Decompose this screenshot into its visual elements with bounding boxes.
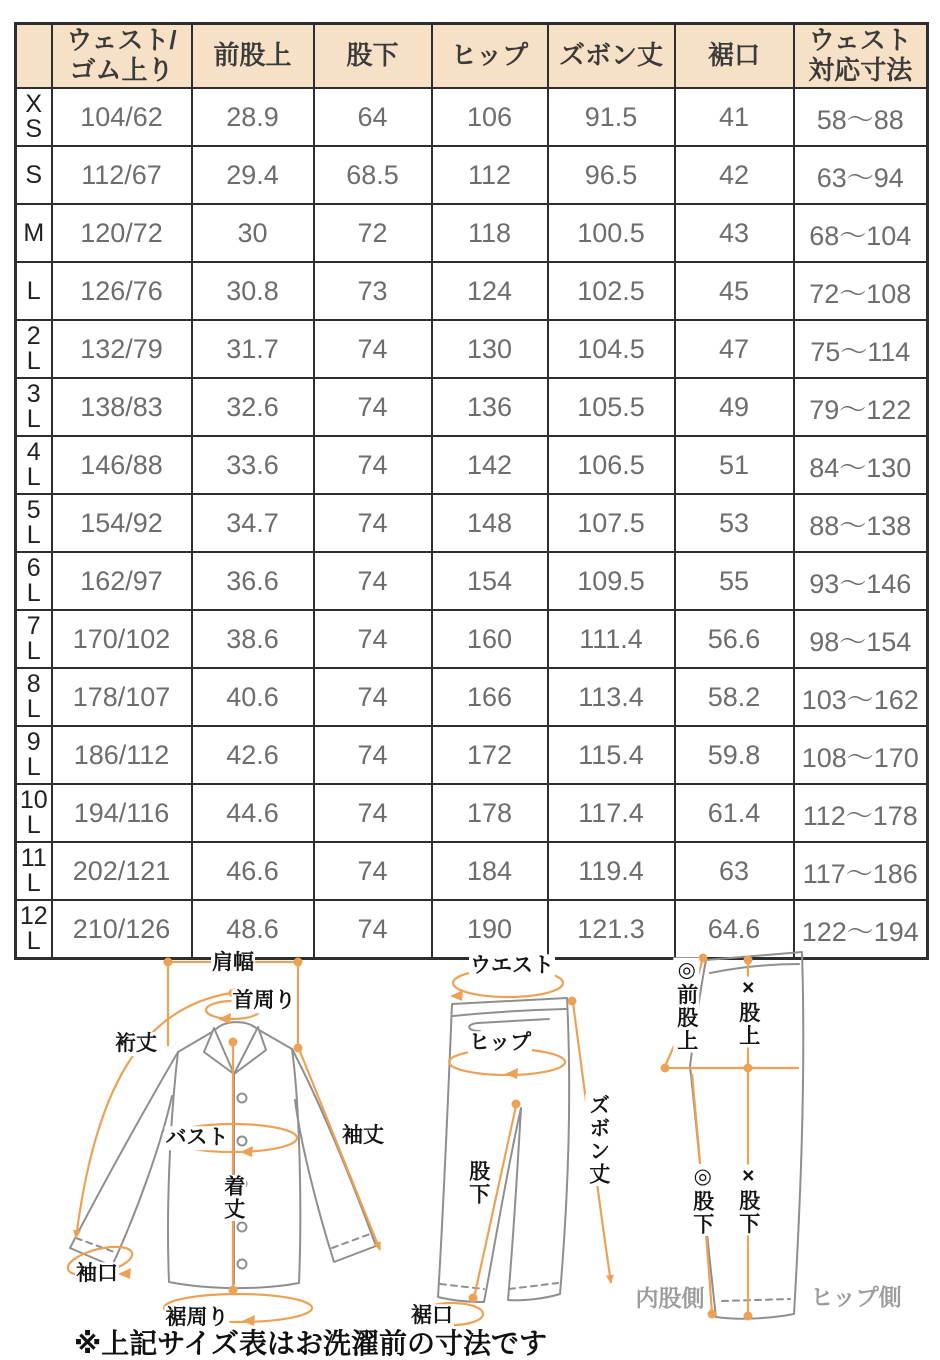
label-shoulder-width: 肩幅 bbox=[212, 951, 254, 975]
value-cell: 30 bbox=[192, 204, 314, 262]
value-cell: 106.5 bbox=[548, 436, 675, 494]
col-header-waist-elastic bbox=[52, 24, 192, 89]
value-cell: 98〜154 bbox=[794, 610, 928, 668]
size-table-body bbox=[16, 88, 928, 959]
value-cell: 36.6 bbox=[192, 552, 314, 610]
value-cell: 73 bbox=[314, 262, 432, 320]
label-rise: ×股上 bbox=[736, 976, 760, 1048]
value-cell: 91.5 bbox=[548, 88, 675, 146]
table-row bbox=[16, 552, 928, 610]
header-line: 対応寸法 bbox=[808, 55, 913, 85]
table-row bbox=[16, 262, 928, 320]
size-cell: 6 L bbox=[16, 552, 52, 610]
value-cell: 79〜122 bbox=[794, 378, 928, 436]
value-cell: 119.4 bbox=[548, 842, 675, 900]
table-row bbox=[16, 842, 928, 900]
value-cell: 44.6 bbox=[192, 784, 314, 842]
table-row bbox=[16, 320, 928, 378]
value-cell: 58〜88 bbox=[794, 88, 928, 146]
value-cell: 146/88 bbox=[52, 436, 192, 494]
value-cell: 112〜178 bbox=[794, 784, 928, 842]
value-cell: 41 bbox=[675, 88, 794, 146]
value-cell: 107.5 bbox=[548, 494, 675, 552]
value-cell: 29.4 bbox=[192, 146, 314, 204]
value-cell: 194/116 bbox=[52, 784, 192, 842]
value-cell: 33.6 bbox=[192, 436, 314, 494]
col-header-waist-range bbox=[794, 24, 928, 89]
value-cell: 63〜94 bbox=[794, 146, 928, 204]
value-cell: 49 bbox=[675, 378, 794, 436]
size-cell: 5 L bbox=[16, 494, 52, 552]
value-cell: 42 bbox=[675, 146, 794, 204]
label-body-length: 着丈 bbox=[221, 1175, 245, 1221]
label-neck-circumference: 首周り bbox=[232, 989, 296, 1013]
col-header-hip: ヒップ bbox=[432, 24, 548, 89]
table-row bbox=[16, 610, 928, 668]
col-header-inseam: 股下 bbox=[314, 24, 432, 89]
value-cell: 126/76 bbox=[52, 262, 192, 320]
value-cell: 184 bbox=[432, 842, 548, 900]
table-row bbox=[16, 726, 928, 784]
size-cell: 4 L bbox=[16, 436, 52, 494]
pants-front-measures bbox=[421, 969, 611, 1325]
value-cell: 74 bbox=[314, 784, 432, 842]
value-cell: 104.5 bbox=[548, 320, 675, 378]
table-row bbox=[16, 436, 928, 494]
shirt-drawing bbox=[70, 1022, 376, 1288]
value-cell: 112 bbox=[432, 146, 548, 204]
value-cell: 178 bbox=[432, 784, 548, 842]
header-line: ウェスト/ bbox=[66, 25, 177, 56]
value-cell: 105.5 bbox=[548, 378, 675, 436]
value-cell: 72〜108 bbox=[794, 262, 928, 320]
value-cell: 46.6 bbox=[192, 842, 314, 900]
value-cell: 117〜186 bbox=[794, 842, 928, 900]
label-hip-side: ヒップ側 bbox=[810, 1284, 902, 1311]
value-cell: 42.6 bbox=[192, 726, 314, 784]
size-cell: X S bbox=[16, 88, 52, 146]
value-cell: 47 bbox=[675, 320, 794, 378]
label-inseam-inner: ◎股下 bbox=[690, 1164, 714, 1236]
size-cell: 9 L bbox=[16, 726, 52, 784]
value-cell: 148 bbox=[432, 494, 548, 552]
value-cell: 75〜114 bbox=[794, 320, 928, 378]
corner-cell bbox=[16, 24, 52, 89]
value-cell: 160 bbox=[432, 610, 548, 668]
value-cell: 45 bbox=[675, 262, 794, 320]
value-cell: 122〜194 bbox=[794, 900, 928, 959]
size-cell: 8 L bbox=[16, 668, 52, 726]
col-header-front-rise: 前股上 bbox=[192, 24, 314, 89]
value-cell: 178/107 bbox=[52, 668, 192, 726]
value-cell: 120/72 bbox=[52, 204, 192, 262]
size-cell: 3 L bbox=[16, 378, 52, 436]
value-cell: 38.6 bbox=[192, 610, 314, 668]
value-cell: 28.9 bbox=[192, 88, 314, 146]
value-cell: 142 bbox=[432, 436, 548, 494]
value-cell: 115.4 bbox=[548, 726, 675, 784]
value-cell: 64.6 bbox=[675, 900, 794, 959]
label-cuff-opening: 袖口 bbox=[76, 1262, 118, 1286]
value-cell: 162/97 bbox=[52, 552, 192, 610]
value-cell: 68.5 bbox=[314, 146, 432, 204]
size-cell: L bbox=[16, 262, 52, 320]
value-cell: 102.5 bbox=[548, 262, 675, 320]
table-row bbox=[16, 88, 928, 146]
value-cell: 93〜146 bbox=[794, 552, 928, 610]
label-pants-waist: ウエスト bbox=[470, 954, 554, 978]
table-row bbox=[16, 378, 928, 436]
value-cell: 96.5 bbox=[548, 146, 675, 204]
value-cell: 170/102 bbox=[52, 610, 192, 668]
value-cell: 55 bbox=[675, 552, 794, 610]
value-cell: 130 bbox=[432, 320, 548, 378]
value-cell: 106 bbox=[432, 88, 548, 146]
value-cell: 74 bbox=[314, 900, 432, 959]
value-cell: 202/121 bbox=[52, 842, 192, 900]
size-cell: 11 L bbox=[16, 842, 52, 900]
label-hem-circumference: 裾周り bbox=[165, 1306, 229, 1330]
value-cell: 103〜162 bbox=[794, 668, 928, 726]
value-cell: 112/67 bbox=[52, 146, 192, 204]
value-cell: 74 bbox=[314, 842, 432, 900]
value-cell: 34.7 bbox=[192, 494, 314, 552]
size-cell: S bbox=[16, 146, 52, 204]
value-cell: 186/112 bbox=[52, 726, 192, 784]
value-cell: 166 bbox=[432, 668, 548, 726]
value-cell: 108〜170 bbox=[794, 726, 928, 784]
value-cell: 210/126 bbox=[52, 900, 192, 959]
size-cell: 2 L bbox=[16, 320, 52, 378]
size-table bbox=[14, 22, 929, 960]
value-cell: 154 bbox=[432, 552, 548, 610]
value-cell: 132/79 bbox=[52, 320, 192, 378]
label-pants-hip: ヒップ bbox=[468, 1031, 532, 1055]
table-row bbox=[16, 204, 928, 262]
value-cell: 124 bbox=[432, 262, 548, 320]
value-cell: 117.4 bbox=[548, 784, 675, 842]
value-cell: 84〜130 bbox=[794, 436, 928, 494]
value-cell: 111.4 bbox=[548, 610, 675, 668]
header-line: ゴム上り bbox=[69, 55, 174, 85]
size-cell: 7 L bbox=[16, 610, 52, 668]
value-cell: 74 bbox=[314, 726, 432, 784]
value-cell: 30.8 bbox=[192, 262, 314, 320]
measurement-diagrams bbox=[0, 940, 940, 1360]
value-cell: 63 bbox=[675, 842, 794, 900]
value-cell: 56.6 bbox=[675, 610, 794, 668]
value-cell: 68〜104 bbox=[794, 204, 928, 262]
label-inseam-outer: ×股下 bbox=[736, 1164, 760, 1236]
value-cell: 74 bbox=[314, 436, 432, 494]
value-cell: 118 bbox=[432, 204, 548, 262]
value-cell: 74 bbox=[314, 552, 432, 610]
value-cell: 100.5 bbox=[548, 204, 675, 262]
value-cell: 48.6 bbox=[192, 900, 314, 959]
value-cell: 64 bbox=[314, 88, 432, 146]
value-cell: 59.8 bbox=[675, 726, 794, 784]
value-cell: 74 bbox=[314, 610, 432, 668]
size-cell: 10 L bbox=[16, 784, 52, 842]
value-cell: 43 bbox=[675, 204, 794, 262]
value-cell: 88〜138 bbox=[794, 494, 928, 552]
value-cell: 190 bbox=[432, 900, 548, 959]
value-cell: 32.6 bbox=[192, 378, 314, 436]
label-front-rise: ◎前股上 bbox=[674, 957, 698, 1053]
label-inner-thigh-side: 内股側 bbox=[635, 1285, 705, 1312]
col-header-pants-length: ズボン丈 bbox=[548, 24, 675, 89]
table-row bbox=[16, 494, 928, 552]
table-row bbox=[16, 784, 928, 842]
col-header-hem: 裾口 bbox=[675, 24, 794, 89]
label-sleeve-length: 袖丈 bbox=[342, 1124, 384, 1148]
label-bust: バスト bbox=[165, 1126, 229, 1150]
label-pants-hem-opening: 裾口 bbox=[411, 1304, 453, 1328]
size-cell: 12 L bbox=[16, 900, 52, 959]
header-line: ウェスト bbox=[808, 25, 912, 56]
value-cell: 53 bbox=[675, 494, 794, 552]
value-cell: 40.6 bbox=[192, 668, 314, 726]
value-cell: 154/92 bbox=[52, 494, 192, 552]
label-sleeve-from-center: 裄丈 bbox=[115, 1032, 157, 1056]
value-cell: 104/62 bbox=[52, 88, 192, 146]
value-cell: 31.7 bbox=[192, 320, 314, 378]
label-pants-length: ズボン丈 bbox=[586, 1094, 610, 1186]
value-cell: 74 bbox=[314, 668, 432, 726]
table-row bbox=[16, 146, 928, 204]
value-cell: 121.3 bbox=[548, 900, 675, 959]
pre-wash-note: ※上記サイズ表はお洗濯前の寸法です bbox=[74, 1328, 547, 1359]
value-cell: 74 bbox=[314, 494, 432, 552]
value-cell: 172 bbox=[432, 726, 548, 784]
value-cell: 138/83 bbox=[52, 378, 192, 436]
table-row bbox=[16, 668, 928, 726]
label-pants-inseam: 股下 bbox=[466, 1160, 490, 1206]
value-cell: 113.4 bbox=[548, 668, 675, 726]
value-cell: 136 bbox=[432, 378, 548, 436]
value-cell: 58.2 bbox=[675, 668, 794, 726]
value-cell: 74 bbox=[314, 378, 432, 436]
value-cell: 51 bbox=[675, 436, 794, 494]
header-row bbox=[16, 24, 928, 89]
value-cell: 74 bbox=[314, 320, 432, 378]
value-cell: 109.5 bbox=[548, 552, 675, 610]
value-cell: 72 bbox=[314, 204, 432, 262]
size-cell: M bbox=[16, 204, 52, 262]
value-cell: 61.4 bbox=[675, 784, 794, 842]
